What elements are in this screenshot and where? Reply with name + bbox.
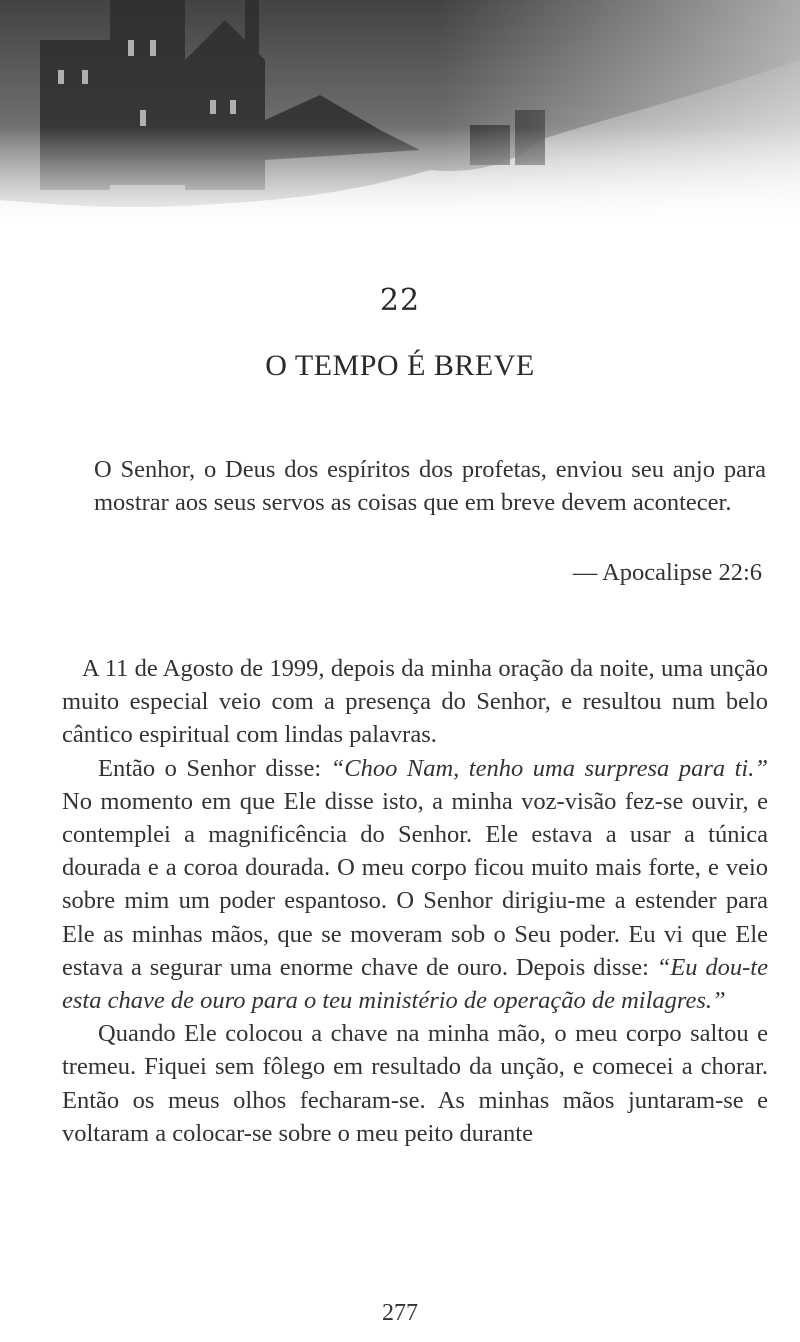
paragraph-1: A 11 de Agosto de 1999, depois da minha oração da noite, uma unção muito especial veio com a presença do Senhor, e resultou num belo cântico espiritual com lindas palavras. <box>62 655 768 749</box>
body-text <box>62 652 768 1150</box>
castle-illustration <box>0 0 800 230</box>
paragraph-2-body: No momento em que Ele disse isto, a minha voz-visão fez-se ouvir, e contemplei a magnificência do Senhor. Ele estava a usar a túnica dourada e a coroa dourada. O meu corpo ficou muito mais forte, e veio sobre mim um poder espantoso. O Senhor dirigiu-me a estender para Ele as minhas mãos, que se moveram sob o Seu poder. Eu vi que Ele estava a segurar uma enorme chave de ouro. Depois disse: <box>62 787 768 981</box>
paragraph-3: Quando Ele colocou a chave na minha mão, o meu corpo saltou e tremeu. Fiquei sem fôlego em resultado da unção, e comecei a chorar. Então os meus olhos fecharam-se. As minhas mãos juntaram-se e voltaram a colocar-se sobre o meu peito durante <box>62 1020 768 1147</box>
chapter-number: 22 <box>379 283 421 318</box>
paragraph-2 <box>62 752 768 1018</box>
page-number: 277 <box>382 1300 418 1326</box>
quote-golden-key: “Eu dou-te esta chave de ouro para o teu ministério de operação de milagres.” <box>62 953 768 1015</box>
epigraph-text: O Senhor, o Deus dos espíritos dos profetas, enviou seu anjo para mostrar aos seus servos as coisas que em breve devem acontecer. <box>94 456 766 516</box>
epigraph-source: — Apocalipse 22:6 <box>572 559 762 586</box>
paragraph-2-intro: Então o Senhor disse: <box>98 754 331 782</box>
chapter-title: O TEMPO É BREVE <box>265 349 535 382</box>
quote-surprise: “Choo Nam, tenho uma surpresa para ti.” <box>330 754 768 782</box>
